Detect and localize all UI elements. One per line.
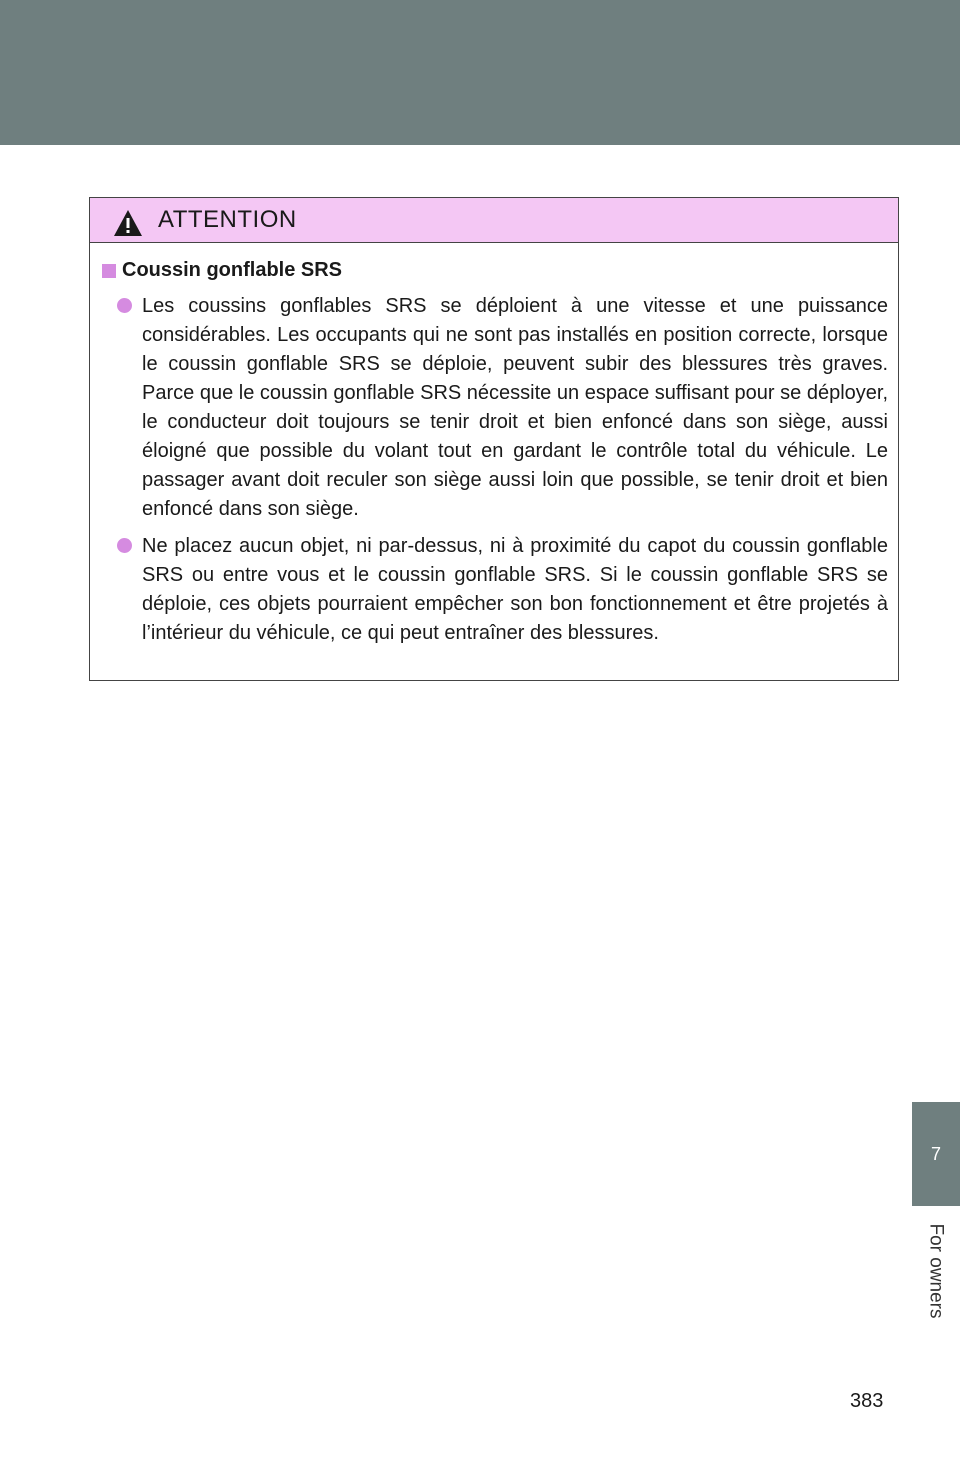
attention-title: ATTENTION (158, 206, 297, 233)
square-bullet-icon (102, 264, 116, 278)
section-heading-text: Coussin gonflable SRS (122, 259, 343, 281)
page-number: 383 (850, 1390, 884, 1412)
attention-box (89, 197, 899, 681)
list-item-text: Les coussins gonflables SRS se déploient à une vitesse et une puissance considérables. Les occupants qui ne sont pas installés en position correcte, lorsque le coussin gonflable SRS se déploie, peuvent subir des blessures très graves. Parce que le coussin gonflable SRS nécessite un espace suffisant pour se déployer, le conducteur doit toujours se tenir droit et bien enfoncé dans son siège, aussi éloigné que possible du volant tout en gardant le contrôle total du véhicule. Le passager avant doit reculer son siège aussi loin que possible, se tenir droit et bien enfoncé dans son siège. (142, 295, 888, 520)
circle-bullet-icon (117, 538, 132, 553)
chapter-tab (912, 1102, 960, 1206)
section-heading (102, 259, 888, 282)
chapter-label-text: For owners (926, 1223, 947, 1319)
list-item-text: Ne placez aucun objet, ni par-dessus, ni à proximité du capot du coussin gonflable SRS ou entre vous et le coussin gonflable SRS. Si le coussin gonflable SRS se déploie, ces objets pourraient empêcher son bon fonctionnement et être projetés à l’intérieur du véhicule, ce qui peut entraîner des blessures. (142, 535, 888, 644)
attention-body (90, 243, 898, 680)
warning-triangle-icon (112, 208, 144, 238)
chapter-label (912, 1206, 960, 1336)
top-header-band (0, 0, 960, 145)
list-item (117, 292, 888, 524)
chapter-number: 7 (930, 1143, 941, 1164)
circle-bullet-icon (117, 298, 132, 313)
list-item (117, 532, 888, 648)
attention-header (90, 198, 898, 243)
